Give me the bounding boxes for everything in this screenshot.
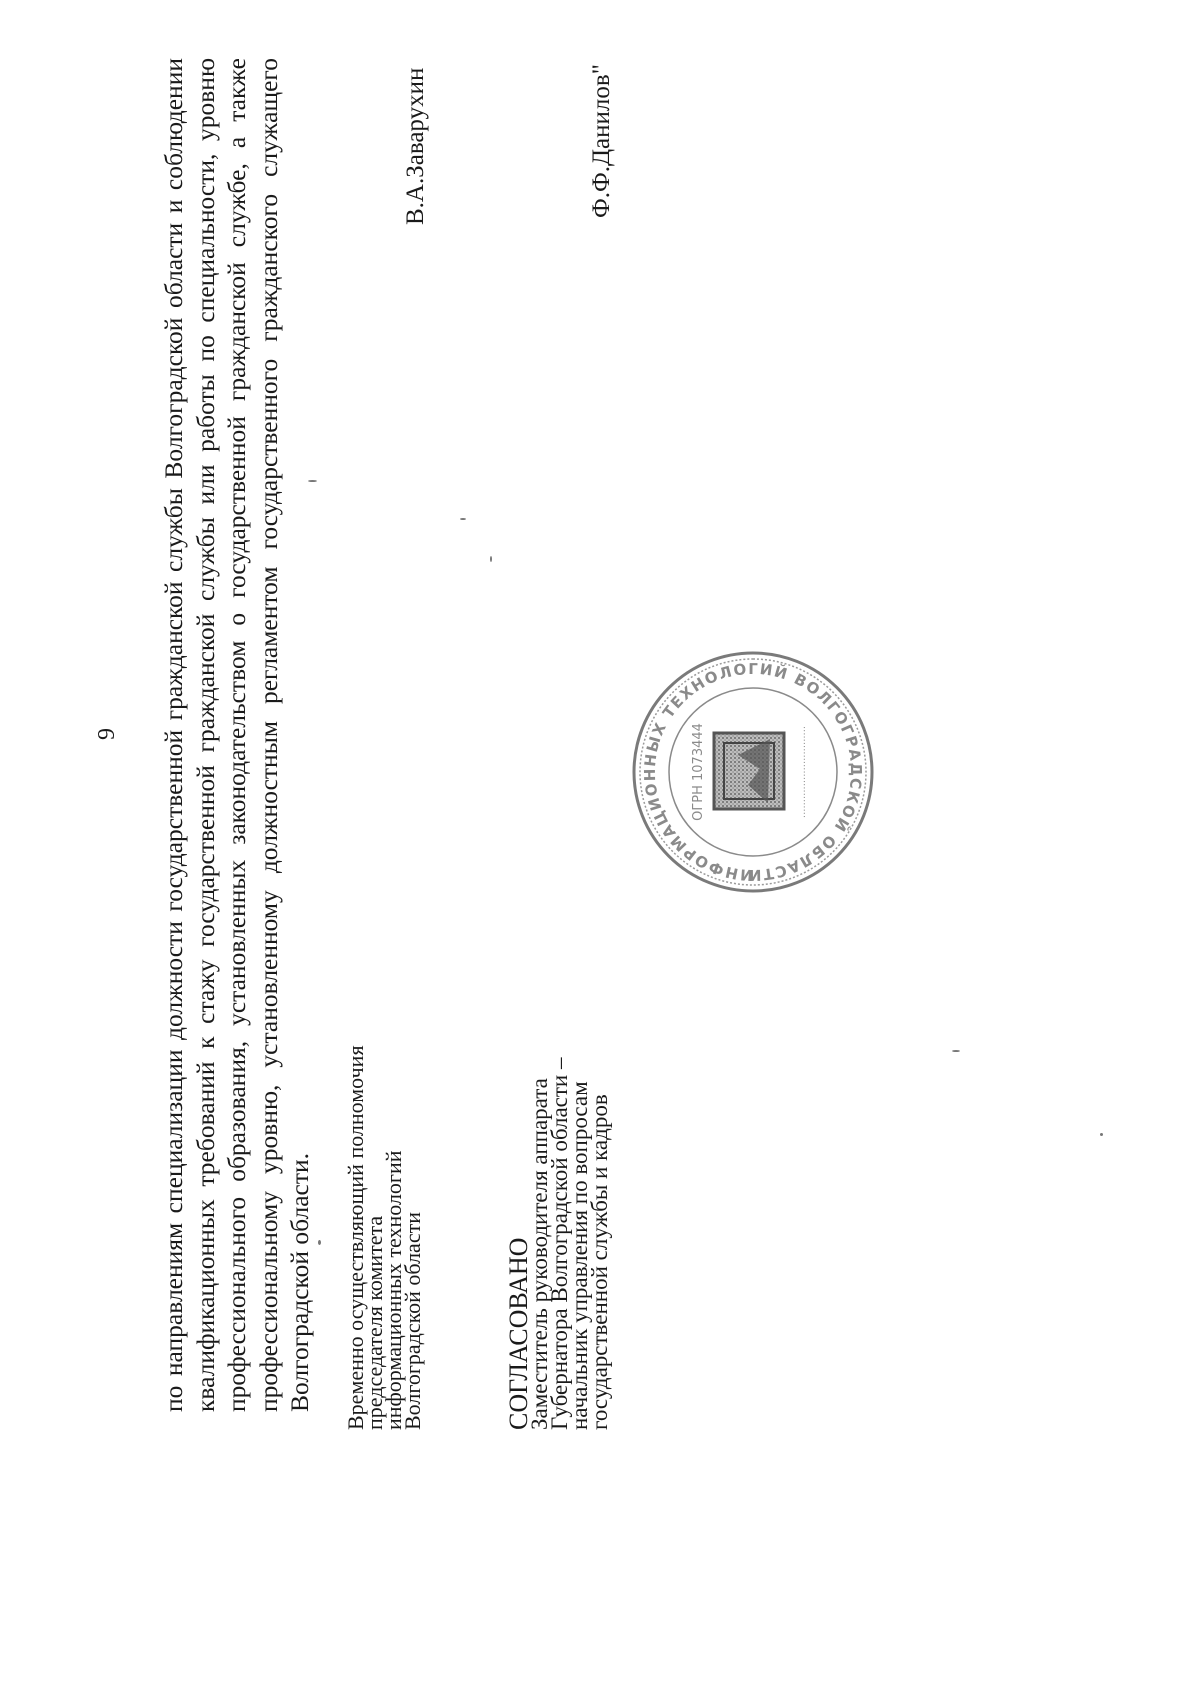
body-line: по направлениям специализации должности государственной гражданской службы Волгоградской области и соблюдении: [159, 58, 188, 1412]
body-line: профессиональному уровню, установленному должностным регламентом государственного гражданского служащего: [253, 58, 283, 1412]
scan-speck: [952, 1050, 960, 1052]
body-paragraph: [158, 58, 316, 1412]
approval-heading: СОГЛАСОВАНО: [504, 1237, 533, 1430]
signatory-2-name: Ф.Ф.Данилов": [588, 64, 615, 218]
signatory-title-line: начальник управления по вопросам: [567, 1081, 592, 1430]
svg-text:·····························: ·····························: [800, 725, 811, 819]
body-line: квалификационных требований к стажу государственной гражданской службы или работы по специальности, уровню: [190, 58, 220, 1412]
scan-speck: [308, 480, 317, 482]
signatory-2-title: [504, 870, 612, 1430]
official-seal: [630, 649, 876, 895]
scan-speck: [1100, 1133, 1103, 1136]
scan-speck: [460, 518, 466, 520]
body-line: Волгоградской области.: [285, 1152, 314, 1412]
signatory-title-line: председателя комитета: [362, 1215, 387, 1430]
signatory-title-line: Временно осуществляющий полномочия: [343, 1045, 368, 1430]
signatory-title-line: государственной службы и кадров: [587, 1094, 612, 1430]
seal-inner-text: ОГРН 1073444: [691, 723, 706, 821]
page-number: 9: [94, 728, 120, 740]
scan-speck: [318, 1240, 321, 1245]
signatory-title-line: Губернатора Волгоградской области –: [547, 1057, 572, 1430]
signatory-title-line: Волгоградской области: [400, 1212, 425, 1430]
scan-speck: [490, 556, 492, 562]
signatory-title-line: Заместитель руководителя аппарата: [527, 1078, 552, 1430]
seal-ring-text: ИНФОРМАЦИОННЫХ ТЕХНОЛОГИЙ ВОЛГОГРАДСКОЙ ОБЛАСТИ: [640, 659, 866, 885]
signatory-1-title: [343, 1000, 425, 1430]
signatory-title-line: информационных технологий: [381, 1150, 406, 1430]
signatory-1-name: В.А.Заварухин: [402, 67, 429, 225]
body-line: профессионального образования, установленных законодательством о государственной гражданской службе, а также: [222, 58, 251, 1412]
